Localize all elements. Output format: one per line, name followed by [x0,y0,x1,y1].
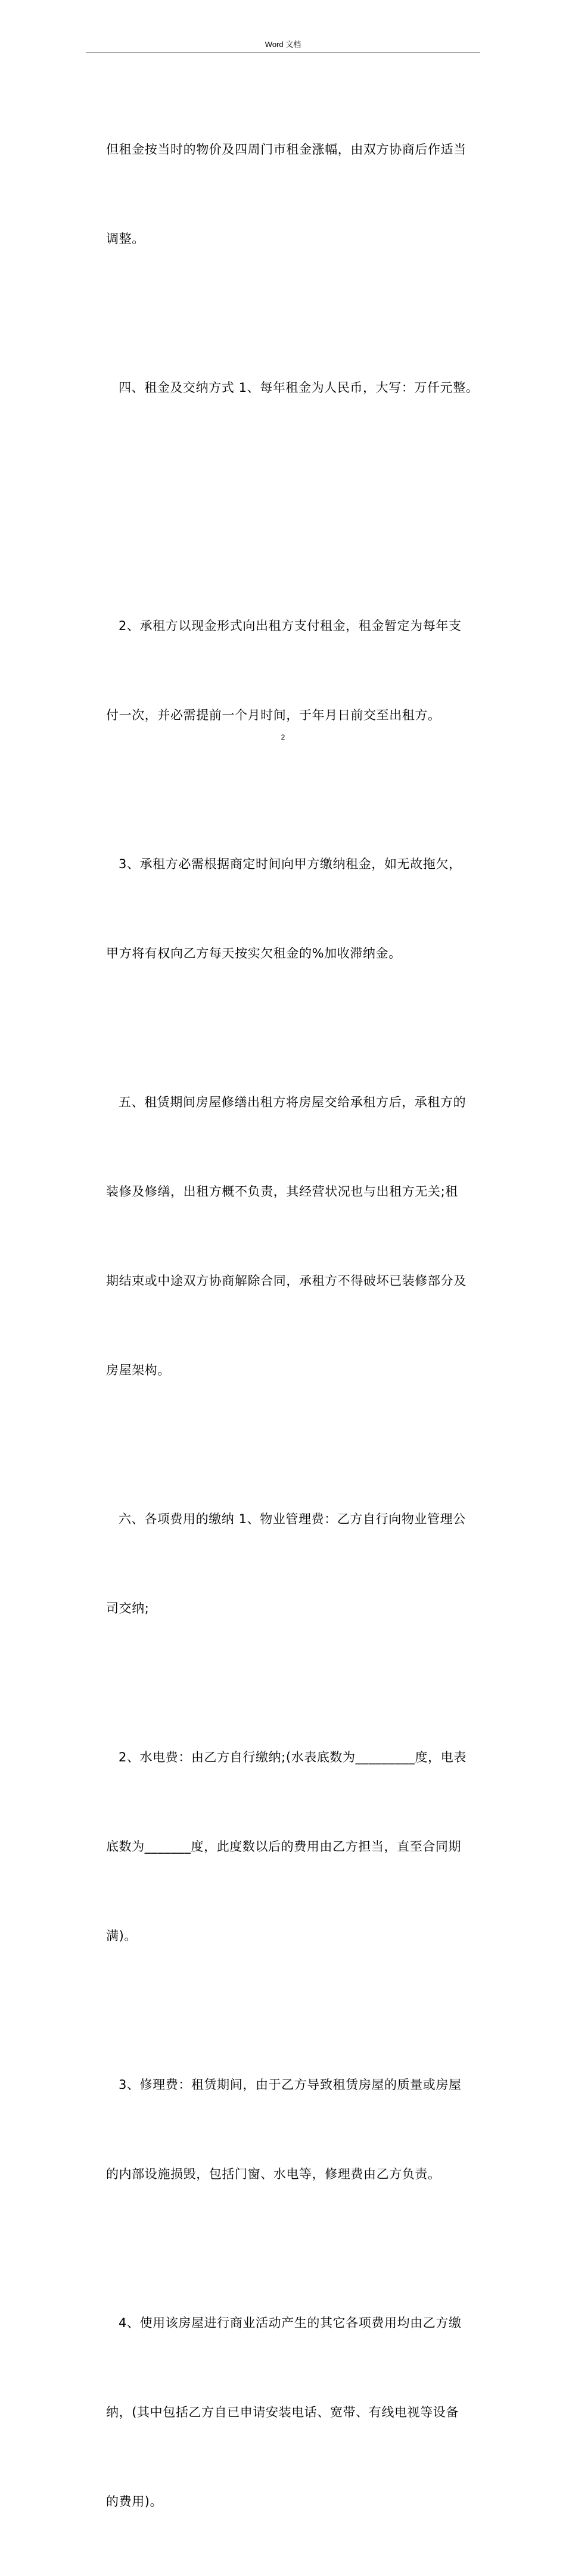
paragraph-other-fees [106,2248,481,2576]
text-line: 2、承租方以现金形式向出租方支付租金，租金暂定为每年支 [119,619,462,633]
text-line: 3、修理费：租赁期间，由于乙方导致租赁房屋的质量或房屋 [119,2078,462,2092]
text-line: 六、各项费用的缴纳 1、物业管理费：乙方自行向物业管理公 [119,1512,466,1526]
text-line: 甲方将有权向乙方每天按实欠租金的%加收滞纳金。 [106,946,402,960]
page-number: 2 [281,733,285,741]
text-line: 满)。 [106,1929,137,1943]
page-header: Word 文档 [265,40,301,49]
paragraph-section-five [106,1028,481,1445]
text-line: 但租金按当时的物价及四周门市租金涨幅，由双方协商后作适当 [106,142,467,157]
text-line: 五、租赁期间房屋修缮出租方将房屋交给承租方后，承租方的 [119,1095,467,1109]
text-line: 司交纳; [106,1601,150,1616]
text-line: 纳，(其中包括乙方自已申请安装电话、宽带、有线电视等设备 [106,2405,459,2419]
paragraph-late-fee [106,790,481,1028]
text-line: 付一次，并必需提前一个月时间，于年月日前交至出租方。 [106,708,441,722]
paragraph-section-six [106,1445,481,1683]
document-body [106,75,481,2576]
paragraph-section-four [106,313,481,551]
text-line: 底数为_______度，此度数以后的费用由乙方担当，直至合同期 [106,1839,462,1854]
paragraph-payment-method [106,551,481,790]
text-line: 3、承租方必需根据商定时间向甲方缴纳租金，如无故拖欠， [119,857,462,871]
paragraph-utilities [106,1683,481,2010]
text-line: 房屋架构。 [106,1363,170,1377]
text-line: 2、水电费：由乙方自行缴纳;(水表底数为_________度，电表 [119,1750,467,1764]
paragraph-spacer [106,462,481,492]
text-line: 调整。 [106,232,145,246]
paragraph-rent-adjustment [106,75,481,313]
text-line: 四、租金及交纳方式 1、每年租金为人民币，大写：万仟元整。 [119,381,479,395]
paragraph-repair-fee [106,2010,481,2248]
text-line: 期结束或中途双方协商解除合同，承租方不得破坏已装修部分及 [106,1274,467,1288]
text-line: 4、使用该房屋进行商业活动产生的其它各项费用均由乙方缴 [119,2316,462,2330]
text-line: 的费用)。 [106,2494,163,2509]
text-line: 的内部设施损毁，包括门窗、水电等，修理费由乙方负责。 [106,2167,441,2181]
text-line: 装修及修缮，出租方概不负责，其经营状况也与出租方无关;租 [106,1184,458,1199]
